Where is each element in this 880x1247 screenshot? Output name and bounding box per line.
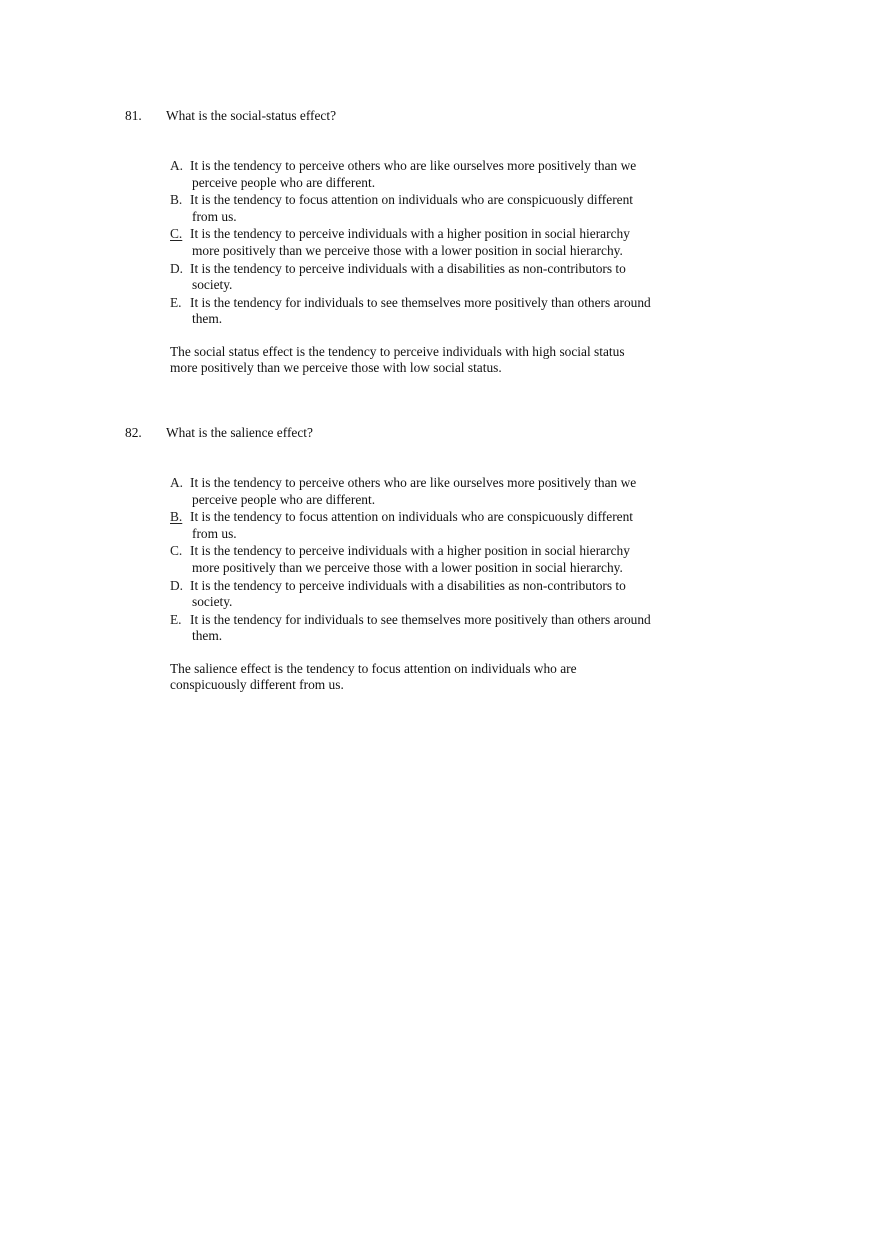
option-letter: A. bbox=[170, 158, 184, 173]
question-82 bbox=[125, 424, 685, 694]
question-number: 81. bbox=[125, 108, 142, 123]
option-letter: E. bbox=[170, 294, 182, 310]
correct-option-letter: C. bbox=[170, 226, 183, 242]
option-text: It is the tendency for individuals to see themselves more positively than others around them. bbox=[190, 294, 651, 327]
answer-option-d bbox=[170, 578, 660, 611]
question-81 bbox=[125, 107, 685, 377]
answer-option-c bbox=[170, 226, 660, 259]
option-letter: D. bbox=[170, 260, 184, 276]
correct-option-letter: B. bbox=[170, 509, 183, 525]
option-text: It is the tendency to perceive individuals with a disabilities as non-contributors to society. bbox=[190, 577, 626, 610]
answer-option-e bbox=[170, 295, 660, 328]
question-text: What is the social-status effect? bbox=[166, 108, 337, 123]
option-letter: C. bbox=[170, 543, 183, 559]
option-text: It is the tendency to perceive others who are like ourselves more positively than we perceive people who are different. bbox=[190, 158, 637, 190]
option-text: It is the tendency to perceive others who are like ourselves more positively than we perceive people who are different. bbox=[190, 475, 637, 507]
answer-option-a bbox=[170, 158, 660, 191]
option-text: It is the tendency to perceive individuals with a higher position in social hierarchy more positively than we perceive those with a lower position in social hierarchy. bbox=[190, 543, 630, 575]
option-letter: D. bbox=[170, 577, 184, 593]
answer-option-c bbox=[170, 543, 660, 576]
option-text: It is the tendency to focus attention on individuals who are conspicuously different from us. bbox=[190, 509, 634, 541]
option-letter: E. bbox=[170, 611, 182, 627]
option-letter: B. bbox=[170, 192, 183, 208]
answer-option-e bbox=[170, 612, 660, 645]
answer-explanation: The salience effect is the tendency to focus attention on individuals who are conspicuously different from us. bbox=[170, 660, 577, 693]
answer-option-b bbox=[170, 192, 660, 225]
question-header bbox=[125, 107, 685, 124]
question-number: 82. bbox=[125, 425, 142, 440]
answer-explanation: The social status effect is the tendency to perceive individuals with high social status more positively than we perceive those with low social status. bbox=[170, 343, 625, 376]
question-header bbox=[125, 424, 685, 441]
option-text: It is the tendency for individuals to see themselves more positively than others around them. bbox=[190, 611, 651, 644]
answer-options bbox=[170, 158, 660, 328]
option-text: It is the tendency to perceive individuals with a disabilities as non-contributors to society. bbox=[190, 260, 626, 293]
answer-option-a bbox=[170, 475, 660, 508]
option-text: It is the tendency to focus attention on individuals who are conspicuously different from us. bbox=[190, 192, 634, 224]
answer-option-b bbox=[170, 509, 660, 542]
answer-options bbox=[170, 475, 660, 645]
option-letter: A. bbox=[170, 475, 184, 490]
option-text: It is the tendency to perceive individuals with a higher position in social hierarchy more positively than we perceive those with a lower position in social hierarchy. bbox=[190, 226, 630, 258]
answer-option-d bbox=[170, 261, 660, 294]
question-text: What is the salience effect? bbox=[166, 425, 313, 440]
